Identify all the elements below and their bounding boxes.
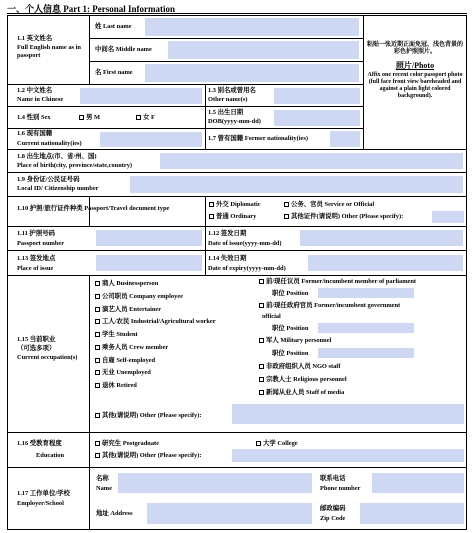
- employer-name-cn: 名称: [96, 475, 109, 482]
- label-column-divider: [89, 275, 90, 530]
- mid-divider: [205, 128, 206, 149]
- row-line: [7, 106, 363, 107]
- photo-en-text: Affix one recent color passport photo (full face front view bareheaded and against a plain light colored background).: [367, 72, 463, 99]
- sex-female-option[interactable]: 女 F: [136, 114, 155, 122]
- other-doc-checkbox[interactable]: [284, 214, 289, 219]
- postgrad-checkbox[interactable]: [95, 441, 100, 446]
- education-other-option[interactable]: 其他(请说明) Other (Please specify):: [95, 452, 201, 460]
- media-checkbox[interactable]: [259, 390, 264, 395]
- occupation-other-checkbox[interactable]: [95, 413, 100, 418]
- section-title: 一、个人信息 Part 1: Personal Information: [7, 4, 175, 14]
- education-label: 1.16 受教育程度: [17, 440, 62, 447]
- row-line: [89, 61, 363, 62]
- employer-name-en: Name: [96, 485, 112, 492]
- occupation-checkbox[interactable]: [95, 319, 100, 324]
- occupation-option[interactable]: 乘务人员 Crew member: [95, 344, 168, 352]
- last-name-field[interactable]: [145, 18, 359, 36]
- female-checkbox[interactable]: [136, 115, 141, 120]
- phone-label-en: Phone number: [320, 485, 361, 492]
- occupation-checkbox[interactable]: [95, 307, 100, 312]
- row-line: [89, 38, 363, 39]
- military-option[interactable]: 军人 Military personnel: [259, 337, 331, 345]
- zip-label-en: Zip Code: [320, 515, 346, 522]
- govt-position-field[interactable]: [318, 323, 414, 333]
- occupation-option[interactable]: 自雇 Self-employed: [95, 357, 155, 365]
- nationality-field[interactable]: [100, 132, 202, 147]
- occupation-label: 1.15 当前职业: [17, 336, 56, 343]
- zip-field[interactable]: [360, 503, 464, 524]
- other-names-label: 1.3 别名或曾用名: [208, 87, 256, 94]
- label-column-divider: [89, 15, 90, 84]
- row-line: [7, 172, 467, 173]
- other-names-sub: Other name(s): [208, 96, 248, 103]
- occupation-option[interactable]: 无业 Unemployed: [95, 369, 151, 377]
- ordinary-option[interactable]: 普通 Ordinary: [209, 213, 256, 221]
- occupation-checkbox[interactable]: [95, 358, 100, 363]
- nationality-sub: Current nationality(ies): [17, 140, 82, 147]
- dob-field[interactable]: [274, 110, 360, 126]
- expiry-date-label: 1.14 失效日期: [208, 255, 247, 262]
- passport-number-label: 1.11 护照号码: [17, 230, 55, 237]
- occupation-checkbox[interactable]: [95, 294, 100, 299]
- row-line: [7, 226, 467, 227]
- parliament-position-field[interactable]: [318, 288, 414, 298]
- religious-checkbox[interactable]: [259, 377, 264, 382]
- mid-divider: [205, 196, 206, 275]
- college-checkbox[interactable]: [256, 441, 261, 446]
- occupation-checkbox[interactable]: [95, 345, 100, 350]
- occupation-checkbox[interactable]: [95, 281, 100, 286]
- chinese-name-label: 1.2 中文姓名: [17, 87, 53, 94]
- employer-address-label: 地址 Address: [96, 510, 133, 517]
- occupation-option[interactable]: 退休 Retired: [95, 382, 137, 390]
- issue-date-field[interactable]: [300, 230, 463, 246]
- local-id-sub: Local ID/ Citizenship number: [17, 185, 99, 192]
- parliament-position-label: 职位 Position: [272, 290, 309, 297]
- military-position-label: 职位 Position: [272, 350, 309, 357]
- issue-place-field[interactable]: [96, 255, 202, 271]
- ordinary-checkbox[interactable]: [209, 214, 214, 219]
- former-nationality-field[interactable]: [330, 131, 360, 147]
- occupation-label-2: （可选多项）: [17, 345, 56, 352]
- other-names-field[interactable]: [274, 88, 360, 104]
- military-position-field[interactable]: [318, 348, 414, 358]
- phone-field[interactable]: [372, 473, 464, 493]
- birthplace-field[interactable]: [160, 153, 463, 169]
- name-label-cn: 1.1 英文姓名: [17, 35, 53, 42]
- row-line: [7, 149, 467, 150]
- row-line: [7, 250, 467, 251]
- issue-date-sub: Date of issue(yyyy-mm-dd): [208, 240, 282, 247]
- govt-official-label: official: [262, 313, 281, 320]
- phone-label-cn: 联系电话: [320, 475, 346, 482]
- occupation-other-field[interactable]: [232, 404, 464, 424]
- row-line: [7, 275, 467, 276]
- govt-checkbox[interactable]: [259, 303, 264, 308]
- service-option[interactable]: 公务、官员 Service or Official: [284, 201, 374, 209]
- employer-address-field[interactable]: [147, 503, 312, 524]
- other-doc-field[interactable]: [432, 211, 464, 223]
- sex-label: 1.4 性别 Sex: [17, 114, 51, 121]
- employer-label: 1.17 工作单位/学校: [17, 490, 70, 497]
- passport-number-sub: Passport number: [17, 240, 65, 247]
- employer-name-field[interactable]: [118, 473, 312, 493]
- parliament-checkbox[interactable]: [259, 279, 264, 284]
- photo-cn-text: 粘贴一张近期正面免冠、浅色背景的彩色护照照片。: [366, 42, 463, 55]
- govt-option[interactable]: 前/现任政府官员 Former/incumbent government: [259, 302, 400, 310]
- service-checkbox[interactable]: [284, 202, 289, 207]
- birthplace-label: 1.8 出生地点(市、省/州、国): [17, 153, 97, 160]
- zip-label-cn: 邮政编码: [320, 505, 346, 512]
- diplomatic-option[interactable]: 外交 Diplomatic: [209, 201, 261, 209]
- name-label-en: Full English name as in passport: [17, 44, 81, 59]
- expiry-date-sub: Date of expiry(yyyy-mm-dd): [208, 265, 286, 272]
- mid-divider: [205, 84, 206, 128]
- religious-option[interactable]: 宗教人士 Religious personnel: [259, 376, 347, 384]
- male-checkbox[interactable]: [79, 115, 84, 120]
- occupation-option[interactable]: 演艺人员 Entertainer: [95, 306, 161, 314]
- military-checkbox[interactable]: [259, 338, 264, 343]
- passport-number-field[interactable]: [96, 230, 202, 246]
- chinese-name-field[interactable]: [80, 88, 202, 104]
- occupation-option[interactable]: 商人 Businessperson: [95, 280, 158, 288]
- other-doc-option[interactable]: 其他证件(请说明) Other (Please specify):: [284, 213, 403, 221]
- last-name-label: 姓 Last name: [95, 23, 132, 30]
- employer-sub: Employer/School: [17, 500, 64, 507]
- row-line: [7, 196, 467, 197]
- occupation-option[interactable]: 学生 Student: [95, 331, 138, 339]
- birthplace-sub: Place of birth(city, province/state,country): [17, 162, 133, 169]
- college-option[interactable]: 大学 College: [256, 440, 298, 448]
- expiry-date-field[interactable]: [308, 255, 463, 271]
- sex-male-option[interactable]: 男 M: [79, 114, 100, 122]
- dob-label: 1.5 出生日期: [208, 109, 244, 116]
- ngo-option[interactable]: 非政府组织人员 NGO staff: [259, 363, 341, 371]
- passport-type-label: 1.10 护照/旅行证件种类 Passport/Travel document type: [17, 205, 170, 212]
- local-id-field[interactable]: [130, 176, 463, 193]
- occupation-option[interactable]: 公司职员 Company employee: [95, 293, 183, 301]
- parliament-option[interactable]: 前/现任议员 Former/incumbent member of parliament: [259, 278, 416, 286]
- occupation-checkbox[interactable]: [95, 383, 100, 388]
- occupation-label-3: Current occupation(s): [17, 354, 78, 361]
- diplomatic-checkbox[interactable]: [209, 202, 214, 207]
- first-name-label: 名 First name: [95, 69, 133, 76]
- photo-title: 照片/Photo: [395, 61, 435, 70]
- education-other-checkbox[interactable]: [95, 453, 100, 458]
- issue-place-label: 1.13 签发地点: [17, 255, 56, 262]
- govt-position-label: 职位 Position: [272, 325, 309, 332]
- education-other-field[interactable]: [232, 449, 464, 462]
- occupation-option[interactable]: 工人/农民 Industrial/Agricultural worker: [95, 318, 216, 326]
- media-option[interactable]: 新闻从业人员 Staff of media: [259, 389, 344, 397]
- row-line: [7, 432, 467, 433]
- photo-divider: [363, 15, 364, 149]
- occupation-other-option[interactable]: 其他(请说明) Other (Please specify):: [95, 412, 201, 420]
- occupation-checkbox[interactable]: [95, 332, 100, 337]
- first-name-field[interactable]: [145, 64, 359, 82]
- ngo-checkbox[interactable]: [259, 364, 264, 369]
- row-line: [7, 84, 363, 85]
- chinese-name-sub: Name in Chinese: [17, 96, 64, 103]
- issue-date-label: 1.12 签发日期: [208, 230, 247, 237]
- row-line: [7, 467, 467, 468]
- nationality-label: 1.6 现有国籍: [17, 130, 53, 137]
- row-line: [7, 128, 363, 129]
- dob-sub: DOB(yyyy-mm-dd): [208, 118, 261, 125]
- occupation-checkbox[interactable]: [95, 370, 100, 375]
- former-nationality-label: 1.7 曾有国籍 Former nationality(ies): [208, 135, 308, 142]
- title-underline: [7, 13, 467, 14]
- education-sub: Education: [36, 452, 65, 459]
- middle-name-field[interactable]: [168, 41, 359, 59]
- local-id-label: 1.9 身份证/公民证号码: [17, 176, 80, 183]
- middle-name-label: 中间名 Middle name: [95, 46, 152, 53]
- postgrad-option[interactable]: 研究生 Postgraduate: [95, 440, 159, 448]
- issue-place-sub: Place of issue: [17, 265, 54, 272]
